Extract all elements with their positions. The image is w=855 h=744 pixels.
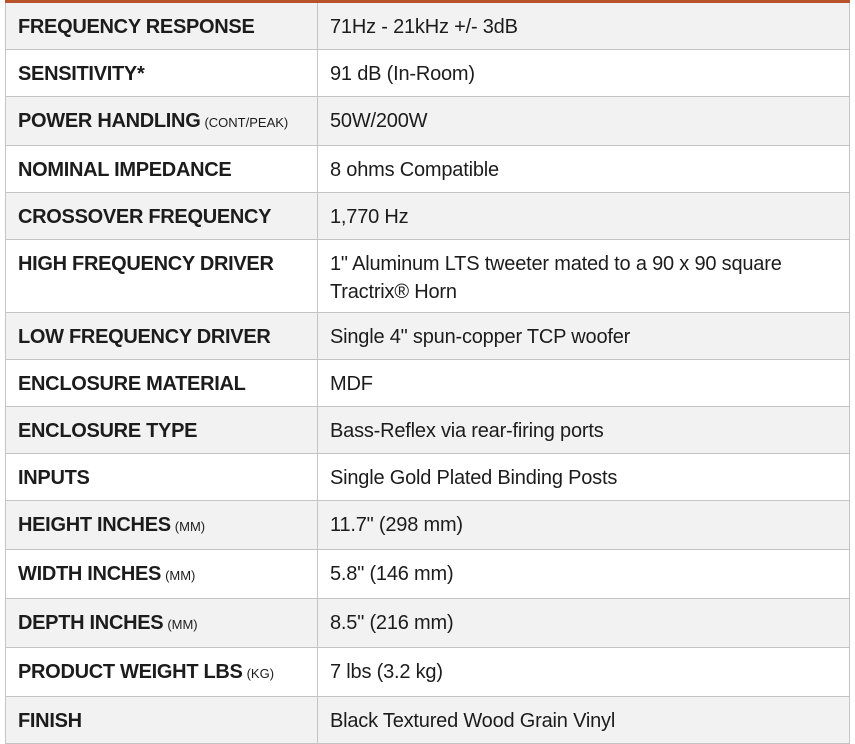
spec-label: ENCLOSURE MATERIAL: [18, 373, 246, 395]
spec-value: 5.8" (146 mm): [318, 550, 850, 599]
spec-table-body: [6, 2, 850, 744]
spec-label-unit: (MM): [165, 568, 196, 583]
spec-label-cell: [6, 501, 318, 550]
spec-value: Single 4" spun-copper TCP woofer: [318, 313, 850, 360]
spec-label-unit: (CONT/PEAK): [204, 115, 289, 130]
table-row: [6, 240, 850, 313]
table-row: [6, 407, 850, 454]
spec-label: PRODUCT WEIGHT LBS: [18, 661, 243, 683]
spec-value: Black Textured Wood Grain Vinyl: [318, 697, 850, 744]
spec-label: HIGH FREQUENCY DRIVER: [18, 253, 274, 275]
table-row: [6, 648, 850, 697]
spec-label: WIDTH INCHES: [18, 563, 162, 585]
spec-label-cell: [6, 193, 318, 240]
table-row: [6, 550, 850, 599]
spec-label: FINISH: [18, 710, 82, 732]
spec-label-cell: [6, 550, 318, 599]
table-row: [6, 697, 850, 744]
table-row: [6, 599, 850, 648]
table-row: [6, 97, 850, 146]
spec-label-cell: [6, 648, 318, 697]
spec-value: Single Gold Plated Binding Posts: [318, 454, 850, 501]
spec-label-cell: [6, 407, 318, 454]
spec-value: 1" Aluminum LTS tweeter mated to a 90 x 90 square Tractrix® Horn: [318, 240, 850, 313]
table-row: [6, 146, 850, 193]
spec-label: DEPTH INCHES: [18, 612, 164, 634]
table-row: [6, 501, 850, 550]
table-row: [6, 2, 850, 50]
spec-value: MDF: [318, 360, 850, 407]
spec-label-unit: (KG): [246, 666, 275, 681]
table-row: [6, 360, 850, 407]
spec-label-cell: [6, 146, 318, 193]
table-row: [6, 454, 850, 501]
spec-label: ENCLOSURE TYPE: [18, 420, 198, 442]
spec-label: POWER HANDLING: [18, 110, 201, 132]
spec-label-cell: [6, 50, 318, 97]
spec-label: LOW FREQUENCY DRIVER: [18, 326, 271, 348]
spec-label: INPUTS: [18, 467, 90, 489]
spec-label-cell: [6, 360, 318, 407]
spec-label-cell: [6, 599, 318, 648]
spec-value: 1,770 Hz: [318, 193, 850, 240]
table-row: [6, 313, 850, 360]
spec-label: SENSITIVITY*: [18, 63, 145, 85]
spec-value: 91 dB (In-Room): [318, 50, 850, 97]
spec-label-unit: (MM): [174, 519, 206, 534]
spec-label: FREQUENCY RESPONSE: [18, 16, 255, 38]
spec-value: 71Hz - 21kHz +/- 3dB: [318, 2, 850, 50]
spec-value: Bass-Reflex via rear-firing ports: [318, 407, 850, 454]
spec-value: 8 ohms Compatible: [318, 146, 850, 193]
spec-label-cell: [6, 2, 318, 50]
spec-table: [5, 0, 850, 744]
spec-value: 8.5" (216 mm): [318, 599, 850, 648]
spec-label-cell: [6, 240, 318, 313]
spec-label: CROSSOVER FREQUENCY: [18, 206, 272, 228]
spec-label: HEIGHT INCHES: [18, 514, 171, 536]
spec-value: 50W/200W: [318, 97, 850, 146]
spec-label-unit: (MM): [167, 617, 198, 632]
table-row: [6, 193, 850, 240]
spec-label-cell: [6, 697, 318, 744]
spec-label-cell: [6, 97, 318, 146]
spec-label: NOMINAL IMPEDANCE: [18, 159, 232, 181]
spec-label-cell: [6, 454, 318, 501]
spec-value: 7 lbs (3.2 kg): [318, 648, 850, 697]
spec-label-cell: [6, 313, 318, 360]
spec-value: 11.7" (298 mm): [318, 501, 850, 550]
table-row: [6, 50, 850, 97]
